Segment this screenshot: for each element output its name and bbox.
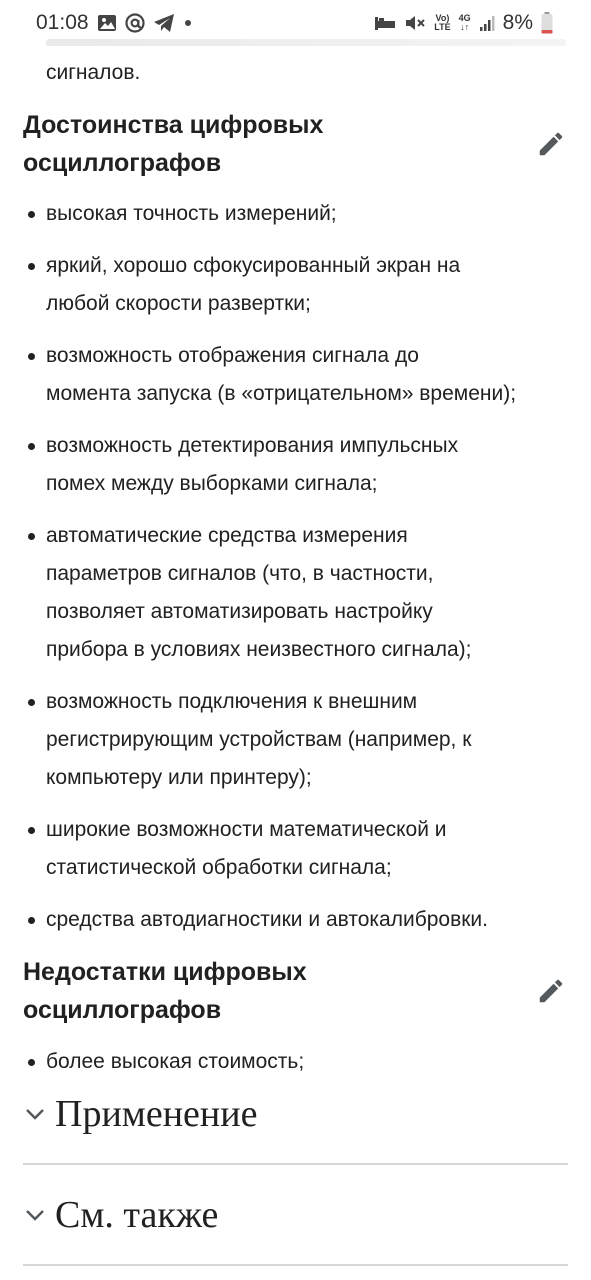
previous-line-fragment (46, 28, 566, 46)
section-header-advantages (23, 106, 568, 182)
chevron-down-icon (23, 1203, 47, 1227)
section-title: Недостатки цифровых осциллографов (23, 958, 307, 1024)
section-header-disadvantages (23, 953, 568, 1029)
section-label: См. также (55, 1194, 219, 1236)
volte-indicator: Vo) LTE (434, 13, 451, 32)
edit-pencil-icon[interactable] (536, 129, 566, 159)
section-label: Применение (55, 1093, 258, 1135)
list-item: более высокая стоимость; (23, 1043, 573, 1081)
collapsible-section-application[interactable] (23, 1065, 568, 1165)
list-item: автоматические средства измерения параметров сигналов (что, в частности, позволяет автоматизировать настройку прибора в условиях неизвестного сигнала); (23, 517, 573, 669)
list-item: возможность детектирования импульсных помех между выборками сигнала; (23, 427, 573, 503)
battery-percent: 8% (502, 11, 533, 34)
collapsible-section-see-also[interactable] (23, 1166, 568, 1266)
chevron-down-icon (23, 1102, 47, 1126)
trailing-text: сигналов. (46, 61, 141, 84)
list-item: средства автодиагностики и автокалибровки. (23, 901, 573, 939)
list-item: яркий, хорошо сфокусированный экран на любой скорости развертки; (23, 247, 573, 323)
list-item: возможность отображения сигнала до момента запуска (в «отрицательном» времени); (23, 337, 573, 413)
mobile-data-indicator: 4G ↓↑ (458, 13, 471, 32)
advantages-list (23, 195, 573, 939)
section-title: Достоинства цифровых осциллографов (23, 111, 324, 177)
list-item: широкие возможности математической и статистической обработки сигнала; (23, 811, 573, 887)
clock: 01:08 (36, 11, 89, 34)
list-item: высокая точность измерений; (23, 195, 573, 233)
list-item: возможность подключения к внешним регистрирующим устройствам (например, к компьютеру или принтеру); (23, 683, 573, 797)
edit-pencil-icon[interactable] (536, 976, 566, 1006)
